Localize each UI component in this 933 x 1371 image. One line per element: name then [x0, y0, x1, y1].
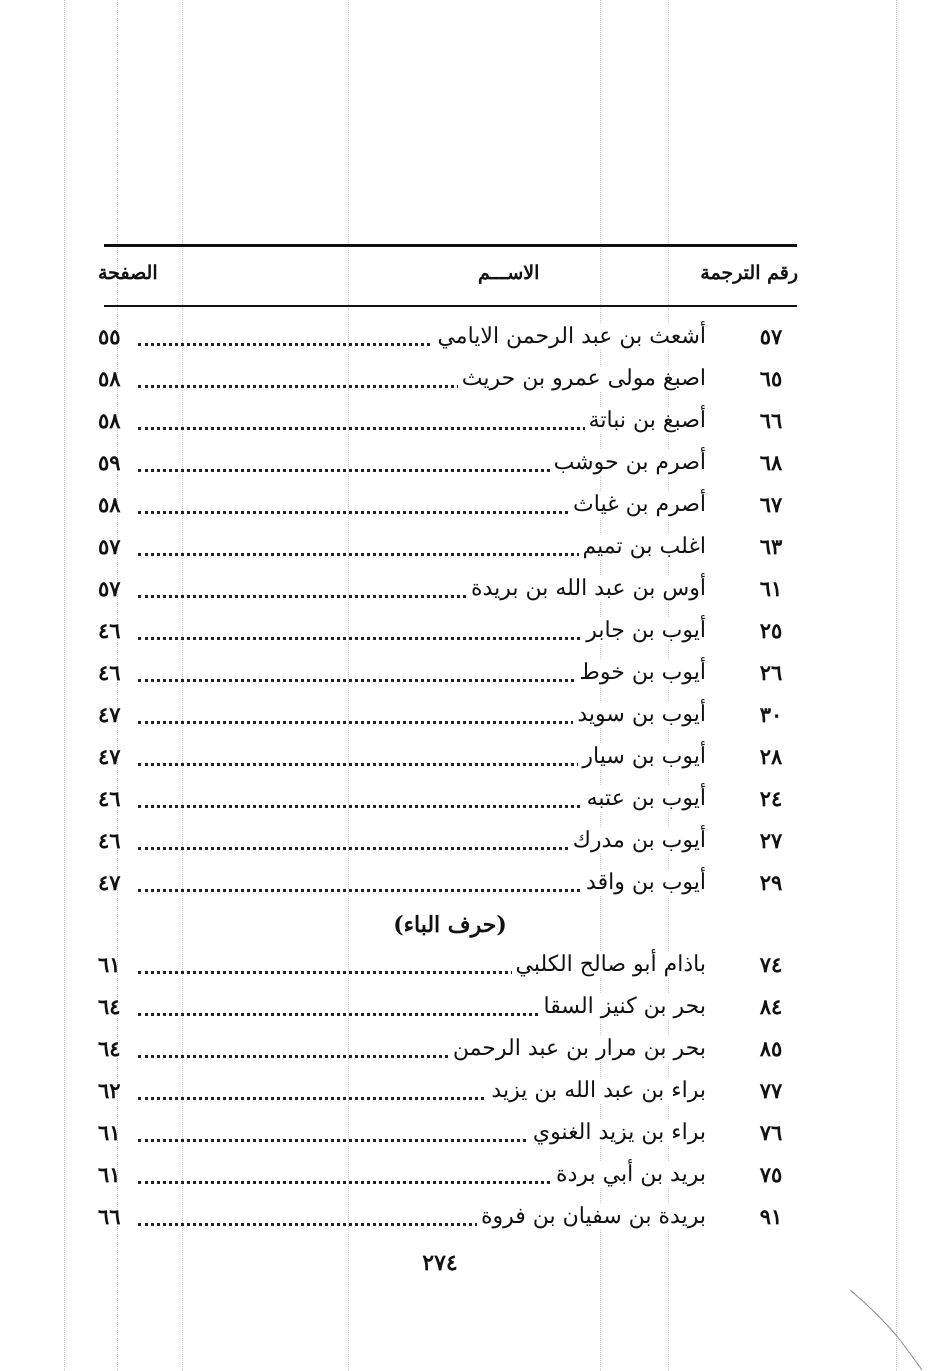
entry-number: ٢٦	[759, 660, 783, 685]
page-number: ٢٧٤	[422, 1250, 458, 1276]
top-rule	[104, 244, 797, 247]
entry-number: ٢٨	[759, 744, 783, 769]
entry-number: ٦٣	[759, 534, 783, 559]
scan-guide-line	[896, 0, 897, 1371]
index-row	[98, 994, 798, 1028]
person-name: بريد بن أبي بردة	[552, 1162, 706, 1187]
index-row	[98, 492, 798, 526]
entry-number: ٢٥	[759, 618, 783, 643]
person-name: أيوب بن مدرك	[569, 828, 706, 853]
page-ref: ٤٧	[98, 702, 121, 727]
entry-number: ٣٠	[759, 702, 783, 727]
index-row	[98, 1204, 798, 1238]
page-ref: ٥٩	[98, 450, 121, 475]
person-name: اصبغ مولى عمرو بن حريث	[458, 366, 706, 391]
person-name: أصبغ بن نباتة	[585, 408, 706, 433]
page-ref: ٦١	[98, 1120, 121, 1145]
person-name: أيوب بن جابر	[582, 618, 706, 643]
index-row	[98, 1162, 798, 1196]
page-ref: ٥٨	[98, 408, 121, 433]
person-name: أيوب بن عتبه	[583, 786, 706, 811]
person-name: أيوب بن سويد	[573, 702, 706, 727]
page-ref: ٥٧	[98, 576, 121, 601]
page-curl-mark	[850, 1290, 930, 1371]
index-row	[98, 828, 798, 862]
page-ref: ٦٦	[98, 1204, 121, 1229]
entry-number-header: رقم الترجمة	[700, 262, 798, 284]
entry-number: ٢٧	[759, 828, 783, 853]
person-name: براء بن عبد الله بن يزيد	[487, 1078, 706, 1103]
page-ref: ٥٨	[98, 492, 121, 517]
page-ref: ٤٦	[98, 618, 121, 643]
page-ref: ٦١	[98, 1162, 121, 1187]
index-row	[98, 870, 798, 904]
name-header: الاســـم	[478, 262, 540, 284]
person-name: باذام أبو صالح الكلبي	[512, 952, 706, 977]
table-header	[98, 262, 798, 290]
entry-number: ٨٤	[759, 994, 783, 1019]
index-row	[98, 786, 798, 820]
person-name: أوس بن عبد الله بن بريدة	[467, 576, 706, 601]
entry-number: ٦٥	[759, 366, 783, 391]
index-row	[98, 534, 798, 568]
entry-number: ٩١	[759, 1204, 783, 1229]
index-row	[98, 324, 798, 358]
person-name: أشعث بن عبد الرحمن الايامي	[433, 324, 706, 349]
person-name: أيوب بن خوط	[576, 660, 706, 685]
person-name: أصرم بن حوشب	[550, 450, 706, 475]
entry-number: ٧٤	[759, 952, 783, 977]
page-ref: ٤٧	[98, 870, 121, 895]
person-name: أيوب بن سيار	[578, 744, 706, 769]
header-rule	[104, 305, 797, 307]
index-row	[98, 1078, 798, 1112]
entry-number: ٦٨	[759, 450, 783, 475]
index-row	[98, 744, 798, 778]
index-row	[98, 702, 798, 736]
index-row	[98, 618, 798, 652]
entry-number: ٨٥	[759, 1036, 783, 1061]
entry-number: ٢٤	[759, 786, 783, 811]
page-ref: ٤٦	[98, 828, 121, 853]
page-ref: ٤٧	[98, 744, 121, 769]
person-name: أيوب بن واقد	[582, 870, 706, 895]
page-header: الصفحة	[98, 262, 158, 284]
index-row	[98, 408, 798, 442]
page-ref: ٦٢	[98, 1078, 121, 1103]
entry-number: ٦٦	[759, 408, 783, 433]
person-name: براء بن يزيد الغنوي	[529, 1120, 706, 1145]
person-name: بحر بن كنيز السقا	[540, 994, 706, 1019]
index-row	[98, 576, 798, 610]
entry-number: ٢٩	[759, 870, 783, 895]
scan-guide-line	[64, 0, 65, 1371]
index-row	[98, 660, 798, 694]
page-ref: ٤٦	[98, 660, 121, 685]
entry-number: ٧٦	[759, 1120, 783, 1145]
section-heading: (حرف الباء)	[393, 912, 507, 938]
entry-number: ٧٧	[759, 1078, 783, 1103]
page-ref: ٥٧	[98, 534, 121, 559]
page-ref: ٦٤	[98, 1036, 121, 1061]
person-name: اغلب بن تميم	[579, 534, 706, 559]
person-name: بريدة بن سفيان بن فروة	[477, 1204, 706, 1229]
index-row	[98, 952, 798, 986]
page-ref: ٥٨	[98, 366, 121, 391]
person-name: بحر بن مرار بن عبد الرحمن	[449, 1036, 706, 1061]
index-row	[98, 1120, 798, 1154]
index-row	[98, 450, 798, 484]
person-name: أصرم بن غياث	[569, 492, 706, 517]
entry-number: ٦٧	[759, 492, 783, 517]
page-ref: ٥٥	[98, 324, 121, 349]
page-ref: ٦٤	[98, 994, 121, 1019]
page-ref: ٦١	[98, 952, 121, 977]
entry-number: ٥٧	[759, 324, 783, 349]
index-row	[98, 1036, 798, 1070]
index-row	[98, 366, 798, 400]
page-ref: ٤٦	[98, 786, 121, 811]
entry-number: ٧٥	[759, 1162, 783, 1187]
entry-number: ٦١	[759, 576, 783, 601]
